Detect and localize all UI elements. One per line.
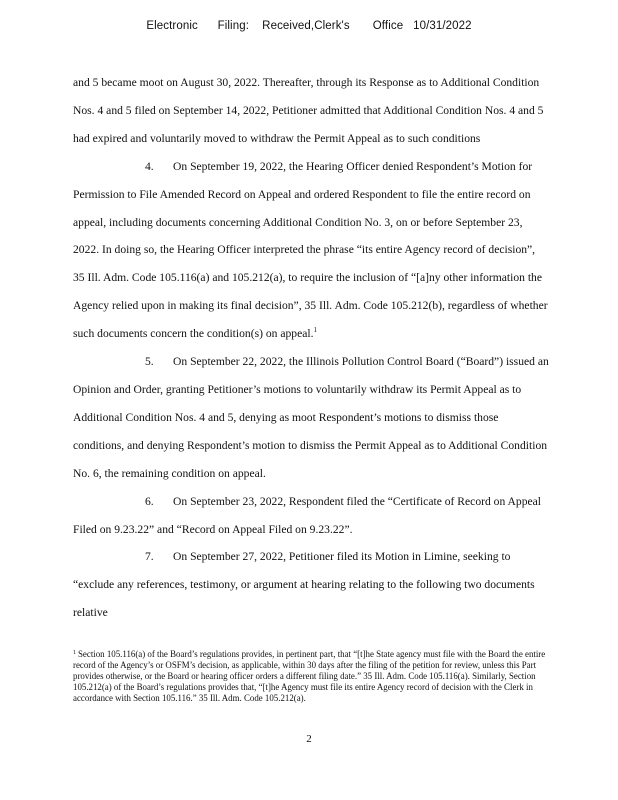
footnotes xyxy=(73,649,549,704)
document-body xyxy=(73,69,549,627)
efiling-header: Electronic Filing: Received,Clerk's Office 10/31/2022 xyxy=(146,20,472,32)
paragraph-text: On September 22, 2022, the Illinois Pollution Control Board (“Board”) issued an Opinion and Order, granting Petitioner’s motions to voluntarily withdraw its Permit Appeal as to Additional Condition Nos. 4 and 5, denying as moot Respondent’s motions to dismiss those conditions, and denying Respondent’s motion to dismiss the Permit Appeal as to Additional Condition No. 6, the remaining condition on appeal. xyxy=(73,355,549,480)
paragraph-text: On September 19, 2022, the Hearing Officer denied Respondent’s Motion for Permission to File Amended Record on Appeal and ordered Respondent to file the entire record on appeal, including documents concerning Additional Condition No. 3, on or before September 23, 2022. In doing so, the Hearing Officer interpreted the phrase “its entire Agency record of decision”, 35 Ill. Adm. Code 105.116(a) and 105.212(a), to require the inclusion of “[a]ny other information the Agency relied upon in making its final decision”, 35 Ill. Adm. Code 105.212(b), regardless of whether such documents concern the condition(s) on appeal. xyxy=(73,159,548,341)
paragraph-number: 5. xyxy=(145,355,154,369)
paragraph-6 xyxy=(73,488,549,544)
footnote-reference[interactable]: 1 xyxy=(313,326,317,335)
paragraph-7 xyxy=(73,543,549,627)
paragraph-text: On September 23, 2022, Respondent filed the “Certificate of Record on Appeal Filed on 9.23.22” and “Record on Appeal Filed on 9.23.22”. xyxy=(73,494,541,536)
footnote-text: Section 105.116(a) of the Board’s regulations provides, in pertinent part, that “[t]he State agency must file with the Board the entire record of the Agency’s or OSFM’s decision, as applicable, within 30 days after the filing of the petition for review, unless this Part provides otherwise, or the Board or hearing officer orders a different filing date.” 35 Ill. Adm. Code 105.116(a). Similarly, Section 105.212(a) of the Board’s regulations provides that, “[t]he Agency must file its entire Agency record of decision with the Clerk in accordance with Section 105.116.” 35 Ill. Adm. Code 105.212(a). xyxy=(73,649,546,703)
paragraph-text: On September 27, 2022, Petitioner filed its Motion in Limine, seeking to “exclude any references, testimony, or argument at hearing relating to the following two documents relative xyxy=(73,550,535,620)
footnote-mark: 1 xyxy=(73,650,76,656)
paragraph-continuation: and 5 became moot on August 30, 2022. Thereafter, through its Response as to Additional Condition Nos. 4 and 5 filed on September 14, 2022, Petitioner admitted that Additional Condition Nos. 4 and 5 had expired and voluntarily moved to withdraw the Permit Appeal as to such conditions xyxy=(73,76,544,145)
paragraph-number: 6. xyxy=(145,494,154,508)
paragraph-number: 7. xyxy=(145,550,154,564)
paragraph-5 xyxy=(73,348,549,488)
page-number: 2 xyxy=(306,733,312,745)
footnote-1 xyxy=(73,649,549,704)
paragraph-number: 4. xyxy=(145,159,154,173)
paragraph-4 xyxy=(73,153,549,348)
